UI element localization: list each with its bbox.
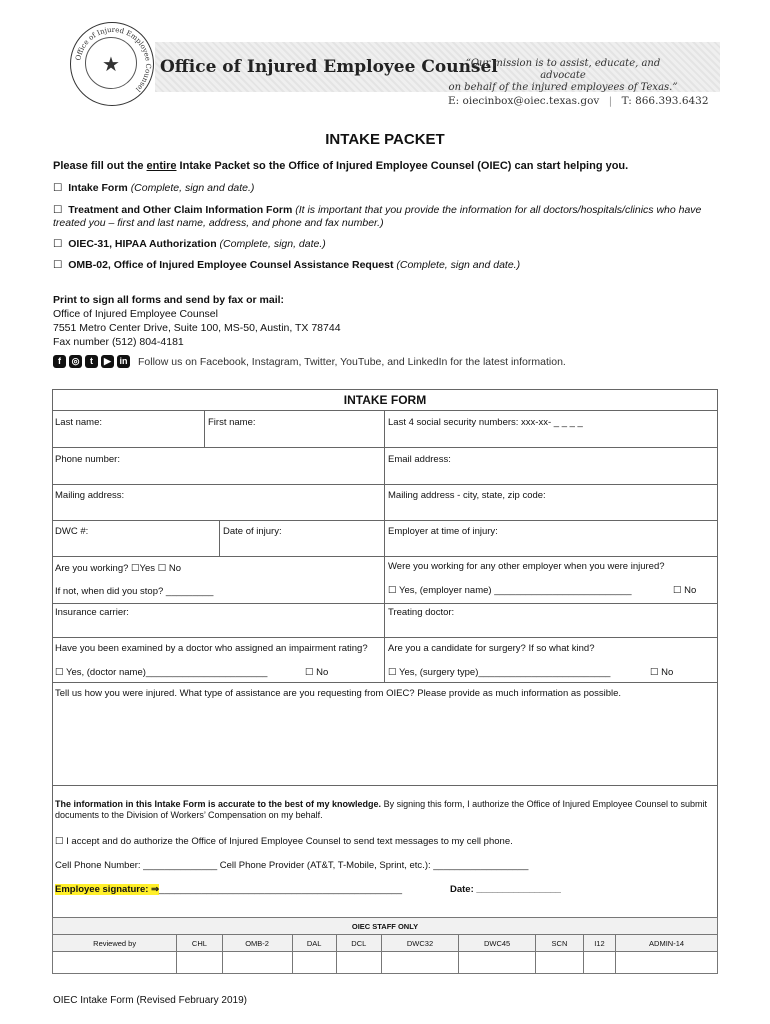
stop-date-field[interactable]: If not, when did you stop? _________ — [55, 586, 214, 597]
staff-only-table — [52, 917, 718, 974]
staff-cell[interactable] — [616, 952, 718, 974]
checklist-note: (Complete, sign and date.) — [130, 182, 255, 194]
ssn-field[interactable]: Last 4 social security numbers: xxx-xx- _ _ _ _ — [388, 417, 583, 428]
other-employer-question: Were you working for any other employer when you were injured? — [388, 561, 665, 572]
phone-field[interactable]: Phone number: — [55, 454, 120, 465]
accuracy-rest: By signing this form, I authorize the Office of Injured Employee Counsel to submit documents to the Division of Workers’ Compensation on my behalf. — [55, 799, 708, 820]
signature-label: Employee signature: ⇒ — [55, 884, 160, 895]
surgery-question: Are you a candidate for surgery? If so what kind? — [388, 643, 595, 654]
checklist-label: Intake Form — [68, 182, 128, 194]
staff-cell[interactable] — [336, 952, 381, 974]
staff-cell[interactable] — [177, 952, 222, 974]
no-employer-checkbox[interactable]: ☐ No — [673, 585, 697, 596]
mailing-csz-field[interactable]: Mailing address - city, state, zip code: — [388, 490, 546, 501]
oiec-seal — [70, 22, 154, 106]
form-rule — [52, 520, 718, 521]
form-rule — [52, 484, 718, 485]
last-name-field[interactable]: Last name: — [55, 417, 102, 428]
mail-line-2: 7551 Metro Center Drive, Suite 100, MS-50, Austin, TX 78744 — [53, 322, 341, 334]
staff-cell[interactable] — [536, 952, 584, 974]
date-line[interactable]: Date: ________________ — [450, 884, 561, 895]
separator: | — [608, 95, 613, 107]
yes-employer-checkbox[interactable]: ☐ Yes, (employer name) __________________________ — [388, 585, 632, 596]
checklist-label: OMB-02, Office of Injured Employee Counsel Assistance Request — [68, 259, 394, 271]
intro-text — [53, 160, 628, 172]
twitter-icon[interactable]: t — [85, 355, 98, 368]
yes-surgery-checkbox[interactable]: ☐ Yes, (surgery type)_________________________ — [388, 667, 611, 678]
linkedin-icon[interactable]: in — [117, 355, 130, 368]
form-rule — [52, 682, 718, 683]
contact-phone: T: 866.393.6432 — [621, 95, 709, 107]
staff-col-omb2: OMB-2 — [222, 935, 292, 952]
staff-cell[interactable] — [292, 952, 336, 974]
social-links — [53, 355, 566, 368]
mail-line-1: Office of Injured Employee Counsel — [53, 308, 218, 320]
accuracy-bold: The information in this Intake Form is accurate to the best of my knowledge. — [55, 799, 382, 809]
form-rule — [52, 410, 718, 411]
checklist-label: Treatment and Other Claim Information Form — [68, 204, 293, 216]
org-name: Office of Injured Employee Counsel — [160, 57, 498, 77]
checklist-note: (It is important that you provide the information for all doctors/hospitals/clinics who have treated you – first and last name, address, and phone and fax number.) — [53, 204, 702, 229]
injury-description-field[interactable]: Tell us how you were injured. What type of assistance are you requesting from OIEC? Please provide as much information as possible. — [55, 688, 622, 699]
signature-blank[interactable]: ______________________________________________ — [159, 884, 403, 895]
intro-emphasis: entire — [146, 160, 177, 172]
facebook-icon[interactable]: f — [53, 355, 66, 368]
form-rule — [52, 603, 718, 604]
staff-col-admin14: ADMIN-14 — [616, 935, 718, 952]
insurance-carrier-field[interactable]: Insurance carrier: — [55, 607, 129, 618]
mail-line-3: Fax number (512) 804-4181 — [53, 336, 184, 348]
working-question[interactable]: Are you working? ☐Yes ☐ No — [55, 563, 181, 574]
staff-col-scn: SCN — [536, 935, 584, 952]
instagram-icon[interactable]: ◎ — [69, 355, 82, 368]
texas-star-icon: ★ — [102, 54, 120, 76]
staff-col-reviewed: Reviewed by — [53, 935, 177, 952]
first-name-field[interactable]: First name: — [208, 417, 256, 428]
impairment-question: Have you been examined by a doctor who assigned an impairment rating? — [55, 643, 368, 654]
form-rule — [52, 637, 718, 638]
form-rule — [52, 785, 718, 786]
staff-only-title: OIEC STAFF ONLY — [53, 918, 718, 935]
mission-statement — [448, 58, 678, 94]
staff-cell[interactable] — [222, 952, 292, 974]
footer-revision: OIEC Intake Form (Revised February 2019) — [53, 995, 247, 1006]
page-title: INTAKE PACKET — [325, 131, 445, 148]
yes-doctor-checkbox[interactable]: ☐ Yes, (doctor name)_______________________ — [55, 667, 268, 678]
social-text: Follow us on Facebook, Instagram, Twitter, YouTube, and LinkedIn for the latest information. — [138, 355, 566, 368]
employer-field[interactable]: Employer at time of injury: — [388, 526, 498, 537]
form-divider — [204, 410, 205, 447]
staff-col-dwc32: DWC32 — [381, 935, 458, 952]
mail-heading: Print to sign all forms and send by fax or mail: — [53, 294, 285, 306]
form-rule — [52, 556, 718, 557]
staff-col-dwc45: DWC45 — [459, 935, 536, 952]
no-doctor-checkbox[interactable]: ☐ No — [305, 667, 329, 678]
checklist-note: (Complete, sign, date.) — [219, 238, 326, 250]
text-consent-checkbox[interactable]: ☐ I accept and do authorize the Office of Injured Employee Counsel to send text messages to my cell phone. — [55, 836, 513, 847]
form-title: INTAKE FORM — [343, 393, 427, 407]
youtube-icon[interactable]: ▶ — [101, 355, 114, 368]
staff-cell[interactable] — [459, 952, 536, 974]
form-rule — [52, 447, 718, 448]
contact-line — [448, 95, 709, 107]
email-field[interactable]: Email address: — [388, 454, 451, 465]
staff-cell[interactable] — [583, 952, 615, 974]
checklist-label: OIEC-31, HIPAA Authorization — [68, 238, 217, 250]
checklist-item: ☐ OMB-02, Office of Injured Employee Counsel Assistance Request (Complete, sign and date.) — [53, 259, 521, 271]
mail-instructions — [53, 293, 341, 349]
staff-cell[interactable] — [53, 952, 177, 974]
mission-line-1: “Our mission is to assist, educate, and advocate — [465, 58, 661, 81]
intro-post: Intake Packet so the Office of Injured Employee Counsel (OIEC) can start helping you. — [176, 160, 629, 172]
cell-phone-line[interactable]: Cell Phone Number: ______________ Cell Phone Provider (AT&T, T-Mobile, Sprint, etc.): __________________ — [55, 860, 529, 871]
mailing-address-field[interactable]: Mailing address: — [55, 490, 125, 501]
staff-col-i12: I12 — [583, 935, 615, 952]
intro-pre: Please fill out the — [53, 160, 147, 172]
staff-cell[interactable] — [381, 952, 458, 974]
checklist-item: ☐ OIEC-31, HIPAA Authorization (Complete, sign, date.) — [53, 238, 326, 250]
mission-line-2: on behalf of the injured employees of Texas.” — [448, 82, 678, 93]
checklist-item: ☐ Intake Form (Complete, sign and date.) — [53, 182, 255, 194]
form-divider — [384, 410, 385, 682]
staff-col-dal: DAL — [292, 935, 336, 952]
dwc-field[interactable]: DWC #: — [55, 526, 89, 537]
staff-col-dcl: DCL — [336, 935, 381, 952]
seal-text: Office of Injured Employee Counsel — [74, 25, 153, 94]
checklist-item: ☐ Treatment and Other Claim Information Form (It is important that you provide the information for all doctors/hospitals/clinics who have treated you – first and last name, address, and phone and fax number.) — [53, 204, 702, 229]
staff-col-chl: CHL — [177, 935, 222, 952]
accuracy-statement — [55, 799, 711, 821]
signature-line[interactable] — [55, 884, 402, 895]
no-surgery-checkbox[interactable]: ☐ No — [650, 667, 674, 678]
checklist-note: (Complete, sign and date.) — [396, 259, 521, 271]
contact-email[interactable]: E: oiecinbox@oiec.texas.gov — [448, 95, 600, 107]
form-divider — [219, 520, 220, 556]
treating-doctor-field[interactable]: Treating doctor: — [388, 607, 455, 618]
date-of-injury-field[interactable]: Date of injury: — [223, 526, 282, 537]
